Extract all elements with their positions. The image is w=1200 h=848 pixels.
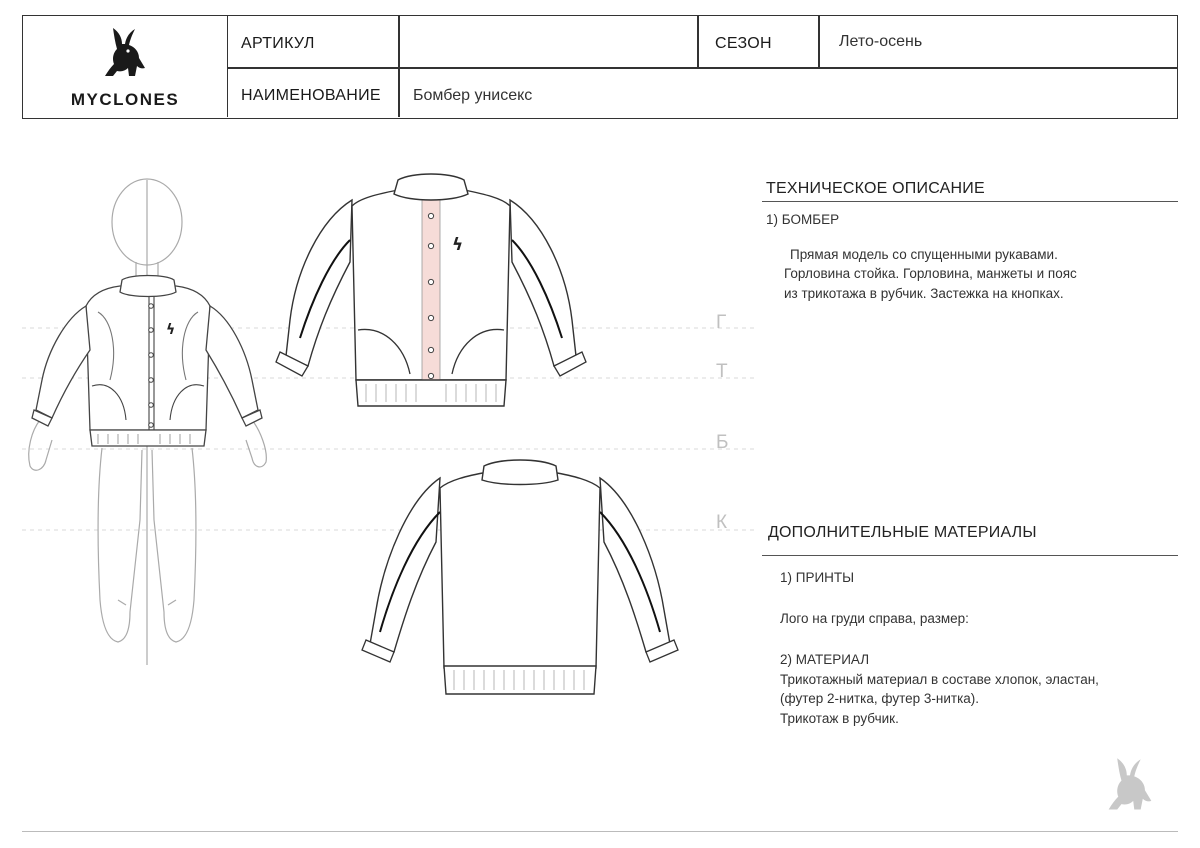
col-divider [818,16,820,67]
level-mark-t: Т [716,361,728,382]
article-label: АРТИКУЛ [241,35,315,52]
material-heading: 2) МАТЕРИАЛ [780,652,870,667]
front-view-bomber [276,174,586,406]
tech-description-title: ТЕХНИЧЕСКОЕ ОПИСАНИЕ [766,180,985,197]
bottom-rule [22,831,1178,832]
logo-cell [23,16,228,117]
material-line-1: Трикотажный материал в составе хлопок, эластан, [780,672,1099,687]
name-label: НАИМЕНОВАНИЕ [241,87,381,104]
back-collar [482,460,558,485]
front-chest-logo-icon: ϟ [452,235,464,255]
tech-description-line-1: Прямая модель со спущенными рукавами. [790,247,1058,262]
figure-leg-right [152,448,196,642]
figure-jacket [32,276,262,447]
back-body [440,472,600,668]
back-view-bomber [362,460,678,694]
figure-chest-logo-icon: ϟ [166,322,176,338]
tech-description-line-3: из трикотажа в рубчик. Застежка на кнопках. [784,286,1064,301]
back-waistband [444,666,596,694]
prints-heading: 1) ПРИНТЫ [780,570,855,585]
row-divider [227,67,1177,69]
name-value: Бомбер унисекс [413,87,533,104]
season-label: СЕЗОН [715,35,772,52]
col-divider [398,16,400,117]
season-value: Лето-осень [839,33,923,50]
prints-text: Лого на груди справа, размер: [780,611,969,626]
additional-materials-title: ДОПОЛНИТЕЛЬНЫЕ МАТЕРИАЛЫ [768,524,1037,541]
technical-drawings [0,120,760,840]
additional-materials-rule [762,555,1178,556]
tech-description-rule [762,201,1178,202]
rabbit-logo-icon [95,24,155,84]
front-waistband [356,380,506,406]
figure-jacket-body [86,286,210,430]
brand-name: MYCLONES [70,90,180,109]
material-line-2: (футер 2-нитка, футер 3-нитка). [780,691,980,706]
header-table [22,15,1178,119]
figure-leg-left [98,448,142,642]
front-sleeve-right [510,200,576,366]
figure-hand-left [29,420,52,470]
figure-waistband [90,430,206,446]
figure-hand-right [246,420,266,467]
col-divider [697,16,699,67]
figure-collar [120,276,176,297]
front-sleeve-left [286,200,352,366]
level-mark-b: Б [716,432,729,453]
front-collar [394,174,468,200]
rabbit-watermark-icon [1098,750,1162,822]
tech-description-line-2: Горловина стойка. Горловина, манжеты и пояс [784,266,1077,281]
material-line-3: Трикотаж в рубчик. [780,711,899,726]
tech-description-item: 1) БОМБЕР [766,212,840,227]
figure-sleeve-left [36,306,90,418]
level-mark-k: К [716,512,728,533]
level-mark-g: Г [716,312,727,333]
figure-sleeve-right [206,306,258,418]
